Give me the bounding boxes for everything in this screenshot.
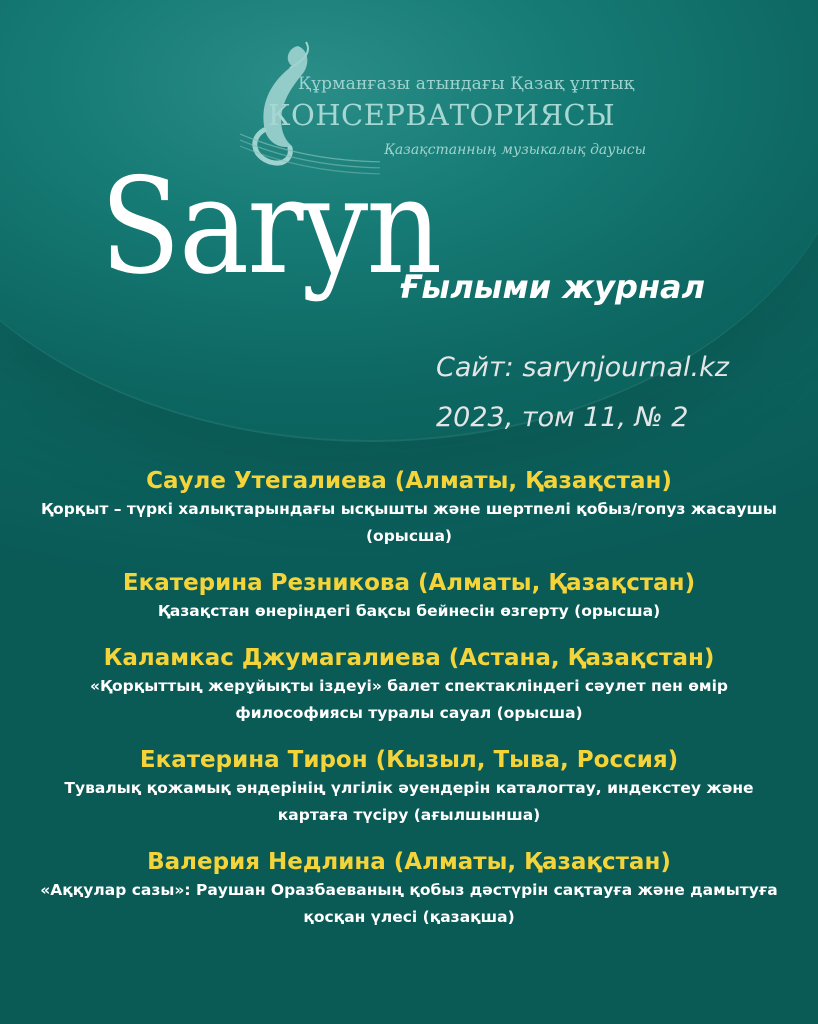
article-title: «Аққулар сазы»: Раушан Оразбаеваның қобыз дәстүрін сақтауға және дамытуға қосқан үлесі (қазақша) bbox=[40, 881, 778, 926]
article-item bbox=[30, 745, 788, 829]
article-title: Тувалық қожамық әндерінің үлгілік әуендерін каталогтау, индекстеу және картаға түсіру (ағылшынша) bbox=[64, 779, 754, 824]
article-item bbox=[30, 568, 788, 625]
article-item bbox=[30, 643, 788, 727]
website: Сайт: sarynjournal.kz bbox=[436, 352, 729, 383]
journal-subtitle: Ғылыми журнал bbox=[400, 268, 706, 306]
article-author: Сауле Утегалиева (Алматы, Қазақстан) bbox=[146, 468, 672, 494]
article-item bbox=[30, 847, 788, 931]
issue-info: 2023, том 11, № 2 bbox=[436, 402, 689, 433]
article-author: Валерия Недлина (Алматы, Қазақстан) bbox=[147, 849, 671, 875]
article-title: Қорқыт – түркі халықтарындағы ысқышты және шертпелі қобыз/гопуз жасаушы (орысша) bbox=[41, 500, 777, 545]
journal-name: Saryn bbox=[100, 148, 441, 304]
logo-line3: Қазақстанның музыкалық дауысы bbox=[384, 142, 647, 158]
article-item bbox=[30, 466, 788, 550]
article-title: Қазақстан өнеріндегі бақсы бейнесін өзгерту (орысша) bbox=[157, 602, 661, 620]
article-author: Каламкас Джумагалиева (Астана, Қазақстан) bbox=[103, 645, 715, 671]
logo-line2: КОНСЕРВАТОРИЯСЫ bbox=[268, 98, 616, 132]
article-author: Екатерина Тирон (Кызыл, Тыва, Россия) bbox=[139, 747, 679, 773]
logo-line1: Құрманғазы атындағы Қазақ ұлттық bbox=[298, 74, 635, 94]
article-title: «Қорқыттың жерұйықты іздеуі» балет спектаклiндегі сәулет пен өмір философиясы туралы сауал (орысша) bbox=[89, 677, 729, 722]
journal-logo bbox=[100, 148, 441, 340]
article-list bbox=[30, 466, 788, 949]
article-author: Екатерина Резникова (Алматы, Қазақстан) bbox=[122, 570, 696, 596]
